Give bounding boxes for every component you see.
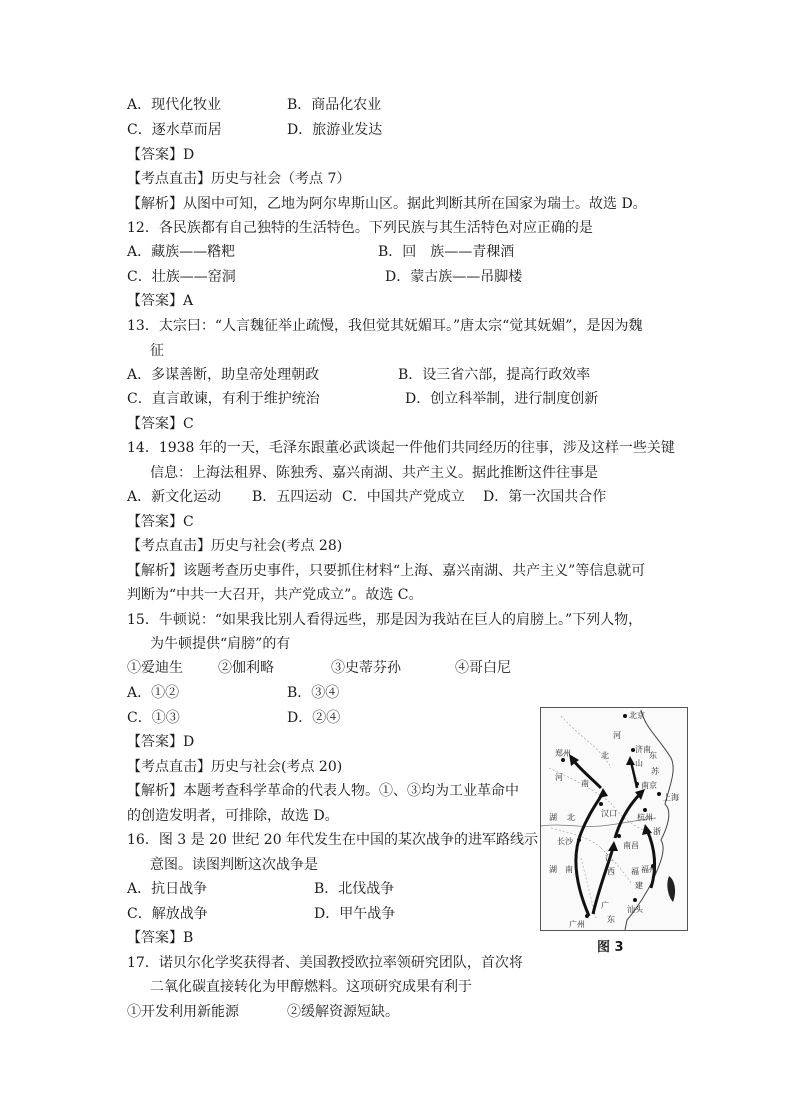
q15-jiexi-line1: 【解析】本题考查科学革命的代表人物。①、③均为工业革命中 (127, 783, 519, 799)
q15-answer: 【答案】D (127, 734, 195, 750)
q11-option-a: A．现代化牧业 (127, 97, 222, 113)
q15-stem-line2: 为牛顿提供“肩膀”的有 (150, 636, 291, 652)
q16-answer: 【答案】B (127, 930, 194, 946)
label-hubei-hu: 湖 (549, 813, 557, 822)
q16-stem-line2: 意图。读图判断这次战争是 (150, 857, 318, 873)
q15-kaodian: 【考点直击】历史与社会(考点 20) (127, 759, 343, 775)
city-dot-zhengzhou (561, 758, 565, 762)
q11-jiexi: 【解析】从图中可知，乙地为阿尔卑斯山区。据此判断其所在国家为瑞士。故选 D。 (127, 196, 647, 212)
q12-option-c: C．壮族——窑洞 (127, 269, 236, 285)
label-dong: 东 (649, 751, 657, 760)
q17-stem-line2: 二氧化碳直接转化为甲醇燃料。这项研究成果有利于 (150, 979, 472, 995)
northern-expedition-map (540, 707, 688, 931)
q13-stem-line2: 征 (150, 343, 164, 359)
label-su: 苏 (651, 767, 659, 776)
label-changsha: 长沙 (557, 837, 573, 846)
q13-option-a: A．多谋善断，助皇帝处理朝政 (127, 367, 320, 383)
q16-option-b: B．北伐战争 (314, 881, 395, 897)
q13-option-d: D．创立科举制，进行制度创新 (405, 391, 599, 407)
q14-option-a: A．新文化运动 (127, 489, 222, 505)
label-jinan: 济南 (635, 745, 651, 754)
q15-option-c: C．①③ (127, 710, 180, 726)
city-dot-hankou (599, 802, 603, 806)
q14-option-c: C．中国共产党成立 (342, 489, 465, 505)
q11-option-c: C．逐水草而居 (127, 122, 222, 138)
q16-option-a: A．抗日战争 (127, 881, 208, 897)
q15-option-b: B．③④ (287, 685, 340, 701)
q12-answer: 【答案】A (127, 293, 194, 309)
q12-option-d: D．蒙古族——吊脚楼 (385, 269, 523, 285)
q14-jiexi-line2: 判断为“中共一大召开，共产党成立”。故选 C。 (127, 587, 423, 603)
label-hangzhou: 杭州 (637, 813, 653, 822)
label-guang: 广 (601, 901, 609, 910)
label-zhe: 浙 (653, 827, 661, 836)
label-hunan: 湖 南 (549, 865, 573, 874)
map-svg (541, 708, 687, 930)
arrow-head-nanchang (608, 841, 618, 851)
q12-option-a: A．藏族——糌粑 (127, 244, 236, 260)
city-dot-nanchang (617, 834, 621, 838)
q16-option-c: C．解放战争 (127, 906, 208, 922)
q14-option-b: B．五四运动 (252, 489, 333, 505)
q11-option-d: D．旅游业发达 (287, 122, 383, 138)
q15-item-2: ②伽利略 (218, 660, 274, 676)
q17-stem-line1: 17．诺贝尔化学奖获得者、美国教授欧拉率领研究团队，首次将 (127, 955, 523, 971)
label-fujian-jian: 建 (635, 881, 643, 890)
city-dot-shanghai (657, 792, 661, 796)
q15-stem-line1: 15．牛顿说：“如果我比别人看得远些，那是因为我站在巨人的肩膀上。”下列人物， (127, 612, 643, 628)
q12-stem: 12．各民族都有自己独特的生活特色。下列民族与其生活特色对应正确的是 (127, 220, 593, 236)
q13-option-b: B．设三省六部，提高行政效率 (398, 367, 591, 383)
city-dot-beijing (623, 714, 627, 718)
q11-kaodian: 【考点直击】历史与社会（考点 7） (127, 171, 351, 187)
label-he: 河 (613, 731, 621, 740)
q14-option-d: D．第一次国共合作 (483, 489, 607, 505)
q11-answer: 【答案】D (127, 147, 195, 163)
q17-item-2: ②缓解资源短缺。 (287, 1004, 399, 1020)
label-jiang: 江 (605, 853, 613, 862)
label-guangzhou: 广州 (569, 920, 585, 929)
q16-option-d: D．甲午战争 (314, 906, 396, 922)
city-dot-nanjing (635, 782, 639, 786)
label-henan-he: 河 (555, 773, 563, 782)
q14-kaodian: 【考点直击】历史与社会(考点 28) (127, 538, 343, 554)
q15-option-a: A．①② (127, 685, 180, 701)
label-shantou: 汕头 (627, 905, 643, 914)
arrow-head-hangzhou (642, 824, 652, 835)
label-guangdong-dong: 东 (607, 915, 615, 924)
figure-caption: 图 3 (597, 940, 624, 955)
label-bei: 北 (601, 751, 609, 760)
label-shanghai: 上海 (663, 793, 679, 802)
label-nan: 南 (581, 779, 589, 788)
q13-option-c: C．直言敢谏，有利于维护统治 (127, 391, 320, 407)
label-hubei-bei: 北 (567, 813, 575, 822)
q14-stem-line2: 信息：上海法租界、陈独秀、嘉兴南湖、共产主义。据此推断这件往事是 (150, 465, 598, 481)
label-beijing: 北京 (629, 711, 645, 720)
q16-stem-line1: 16．图 3 是 20 世纪 20 年代发生在中国的某次战争的进军路线示 (127, 832, 539, 848)
q15-jiexi-line2: 的创造发明者，可排除，故选 D。 (127, 808, 339, 824)
q13-stem-line1: 13．太宗曰：“人言魏征举止疏慢，我但觉其妩媚耳。”唐太宗“觉其妩媚”，是因为魏 (127, 318, 643, 334)
label-xi: 西 (607, 867, 615, 876)
arrow-head-jinan (626, 756, 635, 765)
q14-jiexi-line1: 【解析】该题考查历史事件，只要抓住材料“上海、嘉兴南湖、共产主义”等信息就可 (127, 563, 646, 579)
label-hankou: 汉口 (601, 809, 617, 818)
label-fuzhou: 福州 (641, 865, 657, 874)
q15-item-1: ①爱迪生 (127, 660, 183, 676)
city-dot-changsha (577, 838, 581, 842)
label-nanchang: 南昌 (623, 841, 639, 850)
city-dot-hangzhou (643, 808, 647, 812)
label-shan: 山 (635, 759, 643, 768)
label-zhengzhou: 郑州 (555, 749, 571, 758)
label-fujian-fu: 福 (631, 867, 639, 876)
q14-stem-line1: 14．1938 年的一天，毛泽东跟董必武谈起一件他们共同经历的往事，涉及这样一些关键 (127, 440, 675, 456)
city-dot-shantou (633, 898, 637, 902)
q12-option-b: B．回 族——青稞酒 (378, 244, 515, 260)
q15-item-4: ④哥白尼 (455, 660, 511, 676)
taiwan-island (667, 876, 675, 902)
q14-answer: 【答案】C (127, 514, 194, 530)
q15-option-d: D．②④ (287, 710, 341, 726)
q17-item-1: ①开发利用新能源 (127, 1004, 239, 1020)
q13-answer: 【答案】C (127, 416, 194, 432)
city-dot-guangzhou (585, 914, 589, 918)
route-guangzhou-changsha-hankou (576, 793, 603, 916)
q11-option-b: B．商品化农业 (287, 97, 382, 113)
q15-item-3: ③史蒂芬孙 (331, 660, 401, 676)
arrow-head-hankou (598, 788, 608, 798)
route-fuzhou-hangzhou (647, 830, 654, 888)
label-nanjing: 南京 (641, 781, 657, 790)
